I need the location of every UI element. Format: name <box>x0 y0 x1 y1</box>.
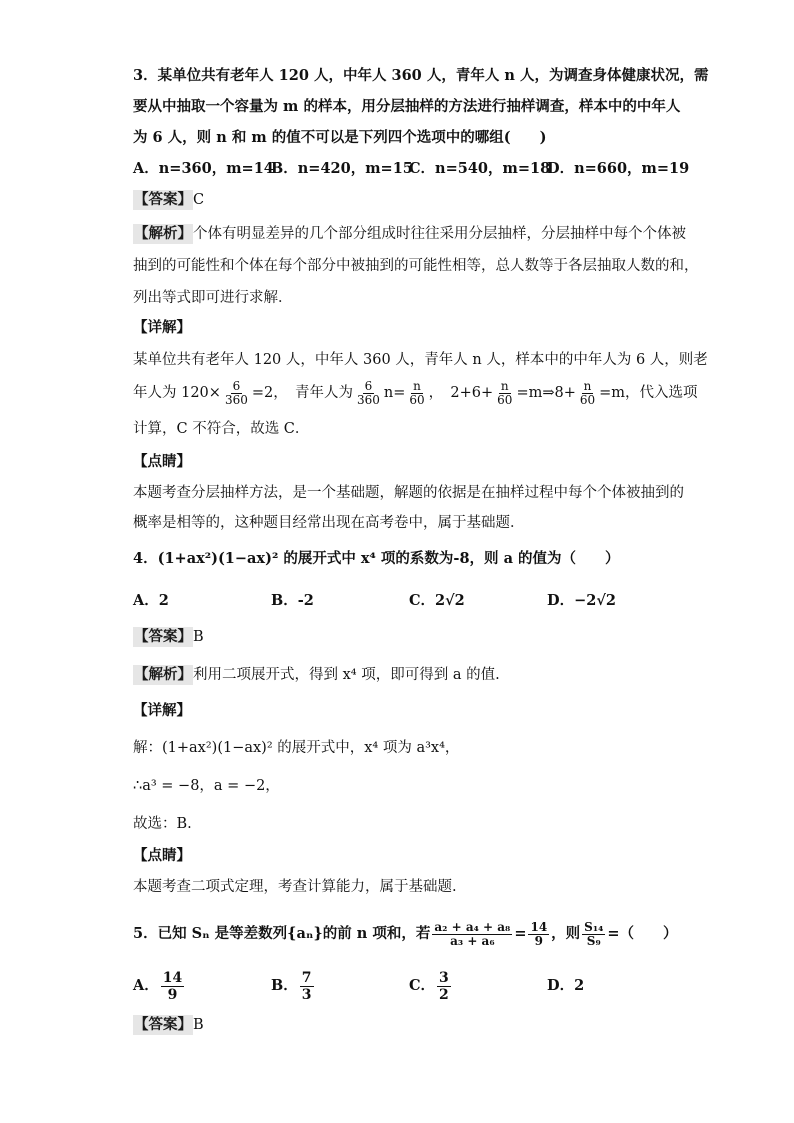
fraction <box>432 921 512 948</box>
fraction-numerator: S₁₄ <box>584 919 604 934</box>
fraction-numerator: 6 <box>364 378 373 393</box>
answer-tag: 【答案】 <box>134 1016 192 1033</box>
analysis-text: 个体有明显差异的几个部分组成时往往采用分层抽样，分层抽样中每个个体被 <box>193 226 686 242</box>
answer-value: B <box>193 1017 204 1033</box>
fraction-numerator: 6 <box>232 378 241 393</box>
q3-analysis-line2: 抽到的可能性和个体在每个部分中被抽到的可能性相等，总人数等于各层抽取人数的和， <box>133 258 699 274</box>
analysis-tag: 【解析】 <box>134 666 192 683</box>
fraction-denominator: 60 <box>409 392 425 407</box>
fraction-denominator: 9 <box>534 933 543 948</box>
analysis-text: 利用二项展开式，得到 x⁴ 项，即可得到 a 的值. <box>193 667 500 683</box>
q3-stem-line3: 为 6 人，则 n 和 m 的值不可以是下列四个选项中的哪组( ) <box>133 129 547 146</box>
q5-answer <box>133 1015 204 1035</box>
fraction <box>161 970 184 1003</box>
option-label: B． <box>271 977 298 994</box>
answer-value: B <box>193 629 204 645</box>
q5-option-d: D．2 <box>547 977 585 994</box>
fraction-denominator: a₃ + a₆ <box>450 933 495 948</box>
detail-text: ， 2+6+ <box>428 385 494 401</box>
fraction-numerator: 7 <box>301 969 312 986</box>
q5-stem <box>133 912 678 956</box>
answer-tag: 【答案】 <box>134 191 192 208</box>
q3-option-c: C．n=540，m=18 <box>409 160 551 177</box>
q3-stem-line2: 要从中抽取一个容量为 m 的样本，用分层抽样的方法进行抽样调查，样本中的中年人 <box>133 98 681 115</box>
q3-analysis-line3: 列出等式即可进行求解． <box>133 290 293 306</box>
fraction-denominator: 60 <box>497 392 513 407</box>
fraction-denominator: 2 <box>439 986 449 1003</box>
fraction <box>582 921 605 948</box>
fraction-denominator: 360 <box>356 392 380 407</box>
fraction <box>355 380 382 407</box>
option-label: C． <box>409 977 436 994</box>
fraction-numerator: n <box>583 378 592 393</box>
q5-stem-text: 5．已知 Sₙ 是等差数列{aₙ}的前 n 项和，若 <box>133 925 431 942</box>
fraction-denominator: 9 <box>167 986 178 1003</box>
q3-detail-line1: 某单位共有老年人 120 人，中年人 360 人，青年人 n 人，样本中的中年人为 6 人，则老 <box>133 352 708 368</box>
fraction-numerator: n <box>413 378 421 393</box>
q4-answer <box>133 627 204 647</box>
q4-option-a: A．2 <box>133 592 169 609</box>
fraction <box>223 380 250 407</box>
q5-option-a <box>133 966 186 1006</box>
q4-detail-line3: 故选：B. <box>133 816 192 832</box>
detail-text: =2， 青年人为 <box>251 385 353 401</box>
detail-text: n= <box>383 385 406 401</box>
detail-text: =m，代入选项 <box>599 385 698 401</box>
q4-option-c: C．2√2 <box>409 592 465 609</box>
q4-stem: 4．(1+ax²)(1−ax)² 的展开式中 x⁴ 项的系数为-8，则 a 的值为（ ） <box>133 550 620 567</box>
q4-detail-tag: 【详解】 <box>133 702 191 719</box>
fraction-denominator: S₉ <box>586 933 601 948</box>
fraction <box>495 380 514 407</box>
fraction-numerator: 3 <box>439 969 449 986</box>
fraction <box>578 380 597 407</box>
q4-option-b: B．-2 <box>271 592 314 609</box>
q4-detail-line1: 解：(1+ax²)(1−ax)² 的展开式中，x⁴ 项为 a³x⁴， <box>133 740 460 756</box>
detail-text: 年人为 120× <box>133 385 221 401</box>
option-label: A． <box>133 977 159 994</box>
fraction <box>407 380 426 407</box>
q4-analysis <box>133 665 500 685</box>
analysis-tag: 【解析】 <box>134 225 192 242</box>
q4-comment: 本题考查二项式定理，考查计算能力，属于基础题. <box>133 879 457 895</box>
q4-option-d: D．−2√2 <box>547 592 616 609</box>
q3-comment-line1: 本题考查分层抽样方法，是一个基础题，解题的依据是在抽样过程中每个个体被抽到的 <box>133 485 684 501</box>
q3-comment-line2: 概率是相等的，这种题目经常出现在高考卷中，属于基础题． <box>133 515 525 531</box>
fraction-denominator: 360 <box>224 392 248 407</box>
fraction <box>300 970 314 1003</box>
q3-option-d: D．n=660，m=19 <box>547 160 690 177</box>
q3-detail-line2 <box>133 378 698 408</box>
fraction-numerator: 14 <box>162 969 183 986</box>
q3-stem-line1: 3．某单位共有老年人 120 人，中年人 360 人，青年人 n 人，为调查身体健康状况，需 <box>133 67 709 84</box>
q3-option-b: B．n=420，m=15 <box>271 160 413 177</box>
fraction <box>437 970 451 1003</box>
q3-option-a: A．n=360，m=14 <box>133 160 274 177</box>
q5-stem-text: ，则 <box>551 925 581 942</box>
detail-text: =m⇒8+ <box>516 385 576 401</box>
fraction-numerator: a₂ + a₄ + a₈ <box>434 919 511 934</box>
q5-stem-text: = <box>514 925 527 942</box>
fraction <box>528 921 549 948</box>
q5-stem-text: =（ ） <box>607 925 678 942</box>
fraction-denominator: 3 <box>301 986 312 1003</box>
q3-analysis-line1 <box>133 224 686 244</box>
q4-comment-tag: 【点睛】 <box>133 847 191 864</box>
q5-option-b <box>271 966 316 1006</box>
fraction-numerator: n <box>500 378 509 393</box>
q3-detail-line3: 计算，C 不符合，故选 C． <box>133 421 310 437</box>
q3-detail-tag: 【详解】 <box>133 319 191 336</box>
q4-detail-line2: ∴a³ = −8，a = −2， <box>133 778 280 794</box>
fraction-denominator: 60 <box>579 392 596 407</box>
q3-answer <box>133 190 204 210</box>
answer-value: C <box>193 192 205 208</box>
q5-option-c <box>409 966 453 1006</box>
fraction-numerator: 14 <box>530 919 548 934</box>
answer-tag: 【答案】 <box>134 628 192 645</box>
q3-comment-tag: 【点睛】 <box>133 453 191 470</box>
